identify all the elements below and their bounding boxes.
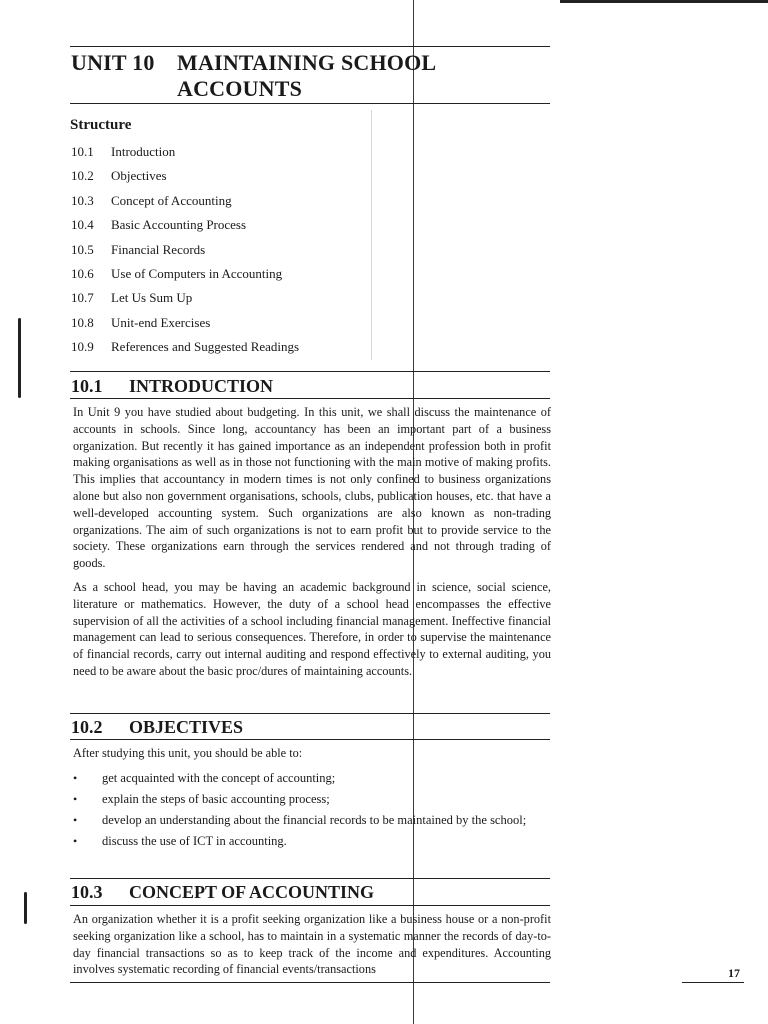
bullet-icon: •	[73, 834, 78, 848]
section-rule-top	[70, 713, 550, 714]
unit-title-line2: ACCOUNTS	[177, 76, 303, 101]
toc-item-number: 10.6	[71, 265, 94, 281]
objective-text: get acquainted with the concept of accounting;	[102, 771, 336, 785]
section-heading-introduction	[71, 375, 273, 397]
toc-item-number: 10.4	[71, 217, 94, 233]
section-heading-concept	[71, 881, 374, 903]
section-title: CONCEPT OF ACCOUNTING	[129, 882, 375, 902]
toc-item-title: Financial Records	[111, 241, 206, 257]
toc-item-title: Let Us Sum Up	[111, 290, 193, 306]
toc-item	[71, 142, 299, 166]
toc-item	[71, 337, 299, 361]
introduction-paragraph-2: As a school head, you may be having an academic background in science, social science, literature or mathematics. However, the duty of a school head encompasses the effective supervision of all the activities of a school including financial management. Ineffective financial management can lead to serious consequences. Therefore, in order to supervise the maintenance of financial records, carry out internal auditing and respond effectively to external auditing, you need to be aware about the basic proc/dures of maintaining accounts.	[73, 580, 551, 678]
unit-number: UNIT 10	[71, 50, 155, 75]
bullet-icon: •	[73, 792, 78, 806]
toc-item-title: Use of Computers in Accounting	[111, 265, 283, 281]
objective-text: explain the steps of basic accounting process;	[102, 792, 330, 806]
toc-item-title: Concept of Accounting	[111, 192, 232, 208]
objective-item	[73, 791, 551, 808]
structure-list	[71, 142, 299, 362]
unit-title	[71, 50, 436, 102]
toc-item	[71, 313, 299, 337]
objectives-intro: After studying this unit, you should be able to:	[73, 746, 303, 760]
bullet-icon: •	[73, 771, 78, 785]
objective-item	[73, 812, 551, 829]
unit-title-line1: MAINTAINING SCHOOL	[177, 50, 437, 75]
section-title: INTRODUCTION	[129, 376, 274, 396]
objective-text: develop an understanding about the financial records to be maintained by the school;	[102, 813, 527, 827]
section-title: OBJECTIVES	[129, 717, 244, 737]
toc-item-number: 10.1	[71, 144, 94, 159]
section-rule-bottom	[70, 905, 550, 906]
toc-item-number: 10.3	[71, 192, 94, 208]
toc-item-title: References and Suggested Readings	[111, 339, 300, 355]
bullet-icon: •	[73, 813, 78, 827]
section-number: 10.1	[71, 376, 103, 396]
introduction-paragraph-1: In Unit 9 you have studied about budgeting. In this unit, we shall discuss the maintenance of accounts in schools. Since long, accountancy has been an important part of a business organization. But recently it has gained importance as an independent profession both in profit making organisations as well as in those not functioning with the main motive of making profits. This implies that accountancy in modern times is not only confined to business organizations alone but also non government organisations, schools, clubs, publication houses, etc. that have a well-developed accounting system. Such organizations are also known as non-trading organizations. The aim of such organizations is not to earn profit but to provide service to the society. These organizations earn through the services rendered and not through trading of goods.	[73, 405, 551, 571]
toc-item-title: Basic Accounting Process	[111, 217, 247, 233]
toc-item	[71, 240, 299, 264]
faint-crease-line	[371, 110, 372, 360]
scan-edge-artifact	[560, 0, 768, 3]
toc-item-title: Unit-end Exercises	[111, 314, 211, 330]
section-rule-bottom	[70, 398, 550, 399]
toc-item-number: 10.7	[71, 290, 94, 306]
toc-item	[71, 288, 299, 312]
margin-smudge-mark-lower	[24, 892, 27, 924]
section-rule-bottom	[70, 739, 550, 740]
section-number: 10.3	[71, 882, 103, 902]
header-top-rule	[70, 46, 550, 47]
header-bottom-rule	[70, 103, 550, 104]
toc-item	[71, 215, 299, 239]
toc-item-title: Introduction	[111, 144, 176, 159]
toc-item-number: 10.5	[71, 241, 94, 257]
objectives-list	[73, 770, 551, 854]
toc-item	[71, 191, 299, 215]
objective-item	[73, 770, 551, 787]
page-number-rule	[682, 982, 744, 983]
section-rule-top	[70, 371, 550, 372]
objective-text: discuss the use of ICT in accounting.	[102, 834, 287, 848]
footer-rule	[70, 982, 550, 983]
structure-heading: Structure	[70, 117, 132, 133]
toc-item-number: 10.9	[71, 339, 94, 355]
toc-item	[71, 166, 299, 190]
toc-item-title: Objectives	[111, 168, 167, 184]
toc-item-number: 10.8	[71, 314, 94, 330]
toc-item-number: 10.2	[71, 168, 94, 184]
concept-paragraph-1: An organization whether it is a profit seeking organization like a business house or a non-profit seeking organization like a school, has to maintain in a systematic manner the records of day-to-day financial transactions so as to keep track of the income and expenditures. Accounting involves systematic recording of financial events/transactions	[73, 912, 551, 977]
toc-item	[71, 264, 299, 288]
objective-item	[73, 833, 551, 850]
margin-smudge-mark	[18, 318, 21, 398]
section-rule-top	[70, 878, 550, 879]
section-heading-objectives	[71, 716, 243, 738]
section-number: 10.2	[71, 717, 103, 737]
page-number: 17	[728, 966, 740, 980]
